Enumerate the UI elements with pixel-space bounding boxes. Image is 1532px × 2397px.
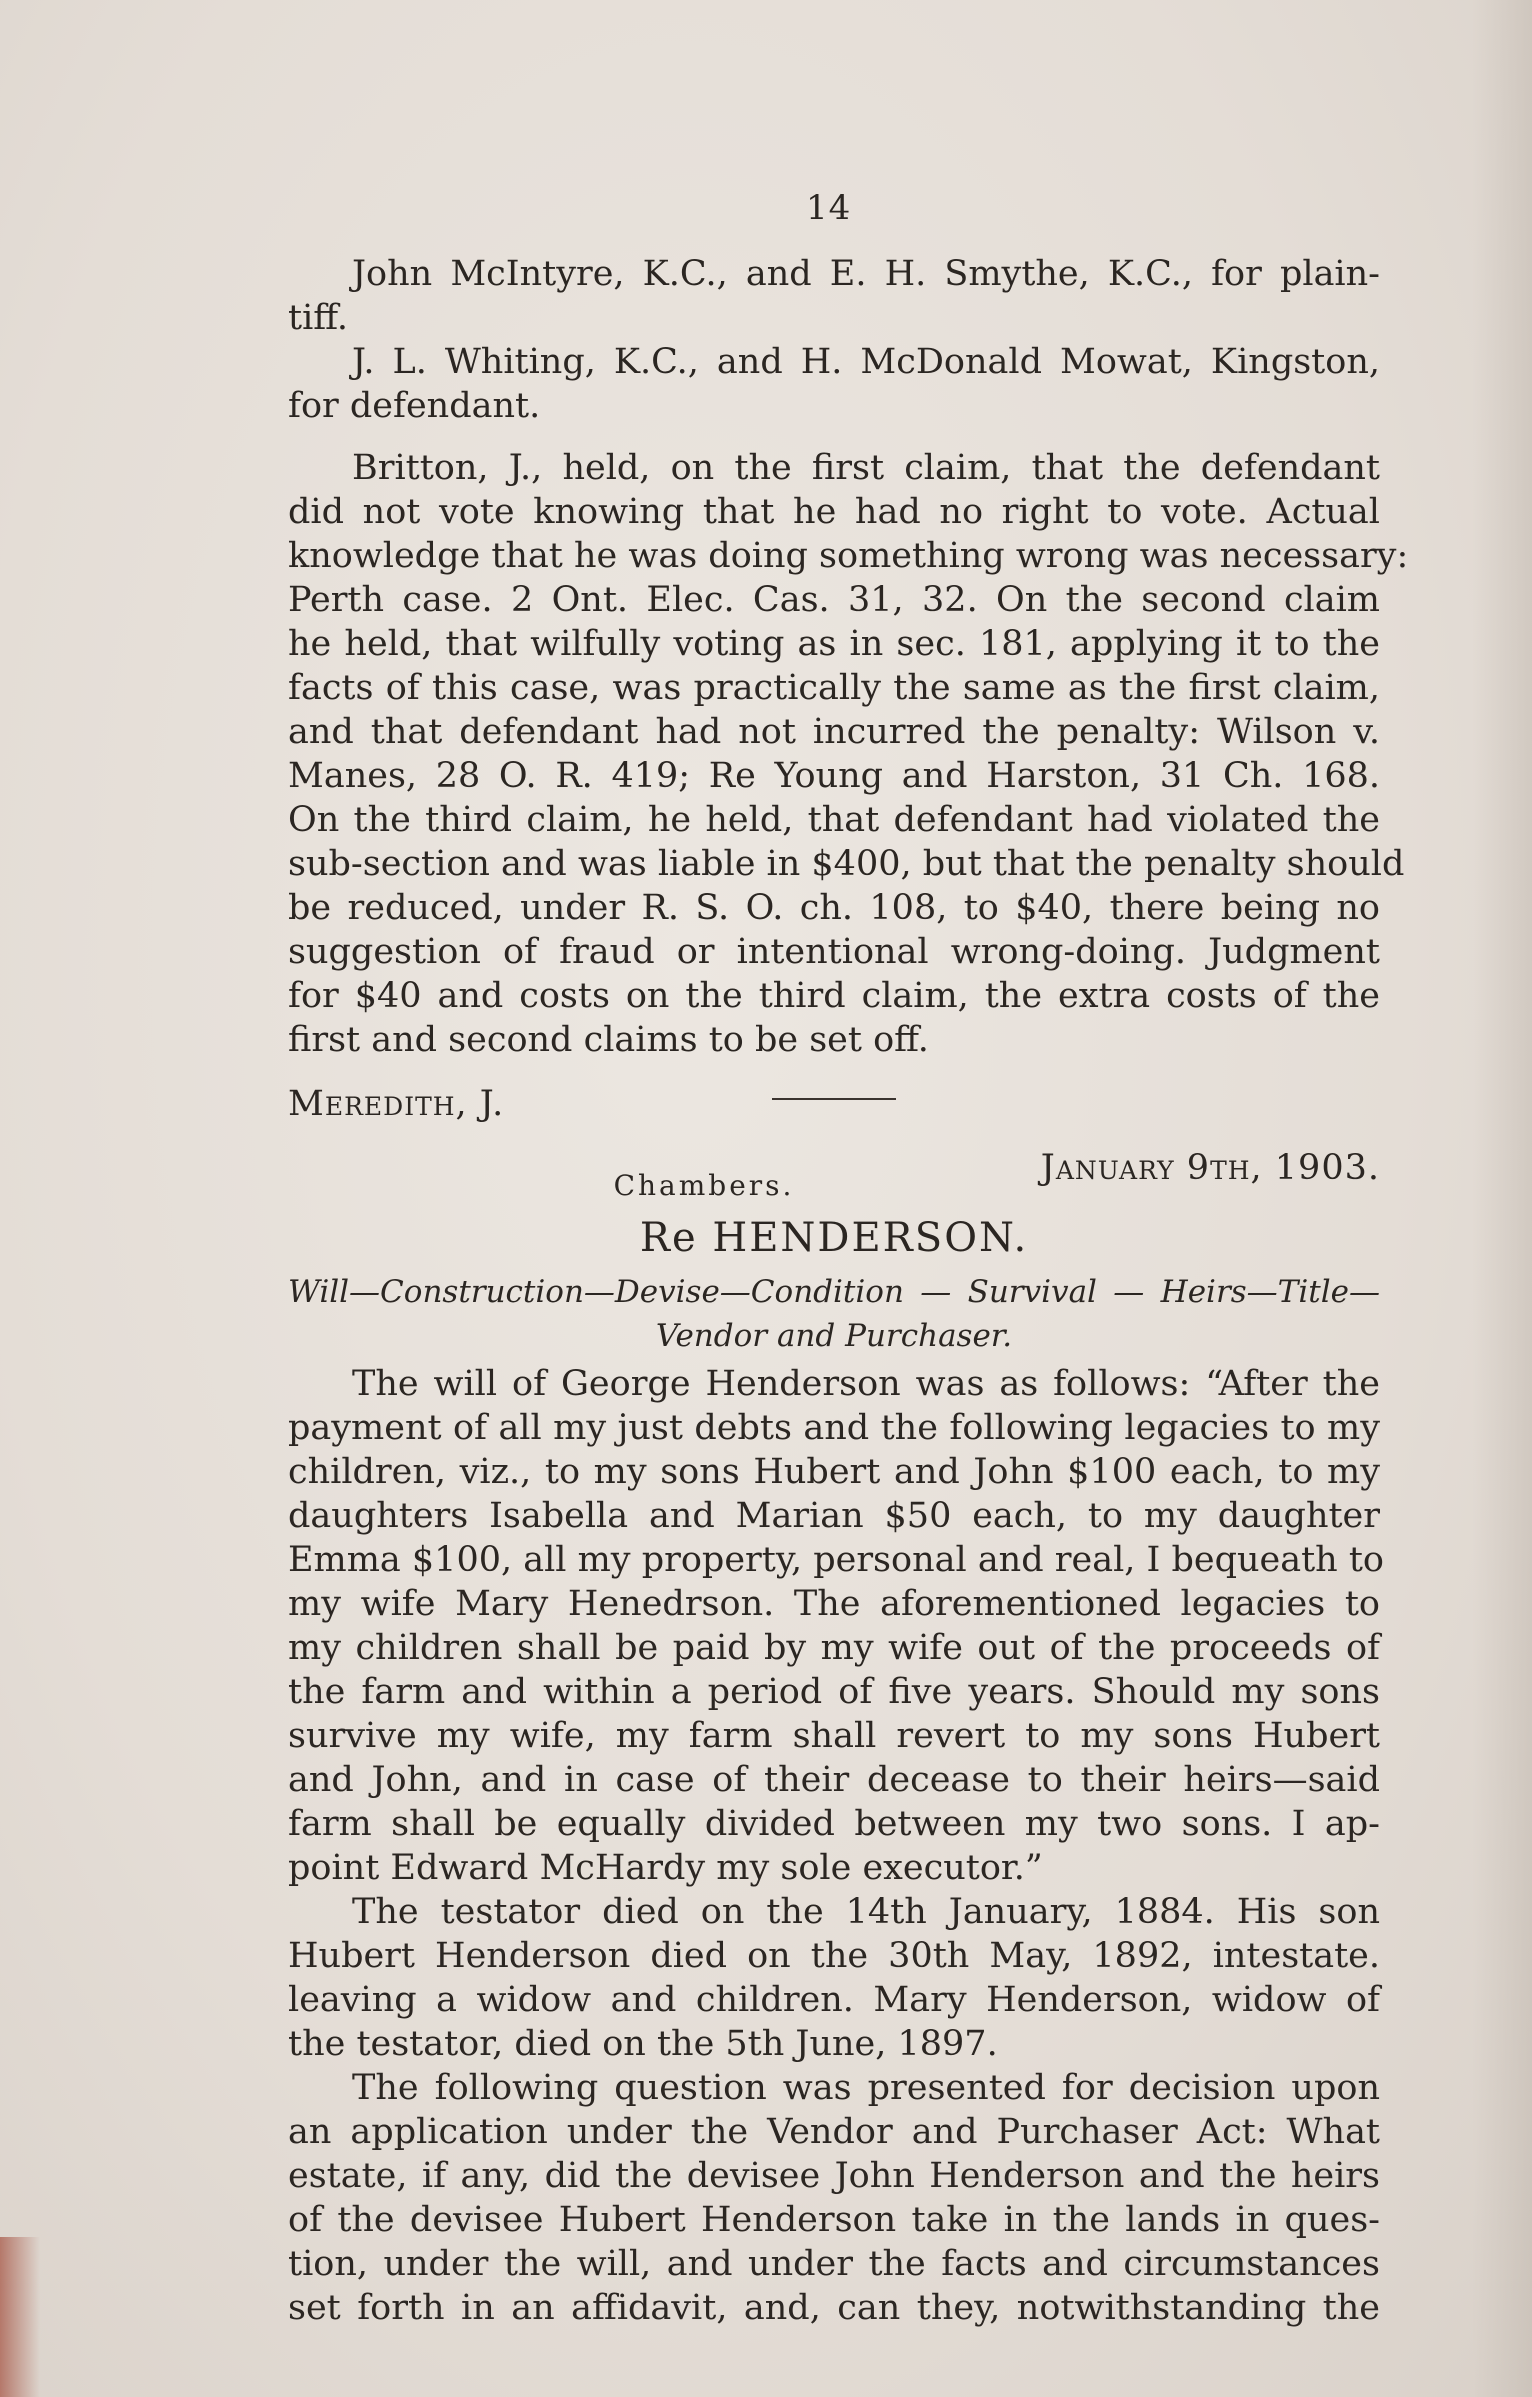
headnote [288,1270,1380,1358]
will-line: my wife Mary Henedrson. The aforementioned legacies to [288,1584,1380,1624]
death-line: leaving a widow and children. Mary Henderson, widow of [288,1980,1380,2020]
will-line: survive my wife, my farm shall revert to my sons Hubert [288,1716,1380,1756]
counsel-plaintiff-line-1: John McIntyre, K.C., and E. H. Smythe, K.C., for plain- [352,254,1380,294]
will-line: my children shall be paid by my wife out of the proceeds of [288,1628,1380,1668]
counsel-plaintiff-line-2: tiff. [288,298,349,338]
judgment-date: January 9th, 1903. [1040,1148,1380,1188]
judgment-line: On the third claim, he held, that defendant had violated the [288,800,1380,840]
question-line: an application under the Vendor and Purchaser Act: What [288,2112,1380,2152]
judgment-line: and that defendant had not incurred the penalty: Wilson v. [288,712,1380,752]
page-number: 14 [806,188,852,228]
judge-name: Meredith, J. [288,1084,505,1124]
judgment-line: Britton, J., held, on the first claim, that the defendant [352,448,1380,488]
counsel-defendant [288,340,1380,428]
will-line: and John, and in case of their decease to their heirs—said [288,1760,1380,1800]
case-title-block [288,1216,1380,1260]
judgment-line: did not vote knowing that he had no right to vote. Actual [288,492,1380,532]
headnote-line: Vendor and Purchaser. [655,1318,1013,1354]
counsel-defendant-line-1: J. L. Whiting, K.C., and H. McDonald Mowat, Kingston, [352,342,1380,382]
will-line: the farm and within a period of five years. Should my sons [288,1672,1380,1712]
death-paragraph [288,1890,1380,2066]
judgment-line: Perth case. 2 Ont. Elec. Cas. 31, 32. On the second claim [288,580,1380,620]
death-line: the testator, died on the 5th June, 1897. [288,2024,998,2064]
will-line: children, viz., to my sons Hubert and John $100 each, to my [288,1452,1380,1492]
will-line: payment of all my just debts and the following legacies to my [288,1408,1380,1448]
judge-line [288,1082,1380,1126]
question-line: set forth in an affidavit, and, can they, notwithstanding the [288,2288,1380,2328]
question-paragraph [288,2066,1380,2330]
death-line: Hubert Henderson died on the 30th May, 1892, intestate. [288,1936,1380,1976]
will-line: point Edward McHardy my sole executor.” [288,1848,1043,1888]
counsel-plaintiff [288,252,1380,340]
headnote-line: Will—Construction—Devise—Condition — Survival — Heirs—Title— [288,1274,1380,1310]
judgment-line: he held, that wilfully voting as in sec. 181, applying it to the [288,624,1380,664]
judgment-line: suggestion of fraud or intentional wrong-doing. Judgment [288,932,1380,972]
will-paragraph [288,1362,1384,1890]
judgment-line: sub-section and was liable in $400, but that the penalty should [288,844,1405,884]
will-line: The will of George Henderson was as follows: “After the [352,1364,1380,1404]
question-line: The following question was presented for decision upon [352,2068,1380,2108]
court-name: Chambers. [613,1169,795,1202]
page-corner-stain [0,2237,40,2397]
will-line: daughters Isabella and Marian $50 each, to my daughter [288,1496,1380,1536]
judgment-line: for $40 and costs on the third claim, the extra costs of the [288,976,1380,1016]
question-line: of the devisee Hubert Henderson take in the lands in ques- [288,2200,1380,2240]
judgment-line: first and second claims to be set off. [288,1020,929,1060]
judgment-line: facts of this case, was practically the same as the first claim, [288,668,1380,708]
counsel-defendant-line-2: for defendant. [288,386,541,426]
will-line: Emma $100, all my property, personal and real, I bequeath to [288,1540,1384,1580]
death-line: The testator died on the 14th January, 1884. His son [352,1892,1380,1932]
judgment-line: be reduced, under R. S. O. ch. 108, to $40, there being no [288,888,1380,928]
section-divider [772,1098,896,1100]
will-line: farm shall be equally divided between my two sons. I ap- [288,1804,1380,1844]
judgment-line: knowledge that he was doing something wrong was necessary: [288,536,1409,576]
question-line: estate, if any, did the devisee John Henderson and the heirs [288,2156,1380,2196]
question-line: tion, under the will, and under the facts and circumstances [288,2244,1380,2284]
court-line [288,1164,1380,1208]
judgment-paragraph [288,446,1409,1062]
case-title: Re HENDERSON. [639,1215,1029,1261]
page-edge-shadow [1472,0,1532,2397]
judgment-line: Manes, 28 O. R. 419; Re Young and Harston, 31 Ch. 168. [288,756,1380,796]
